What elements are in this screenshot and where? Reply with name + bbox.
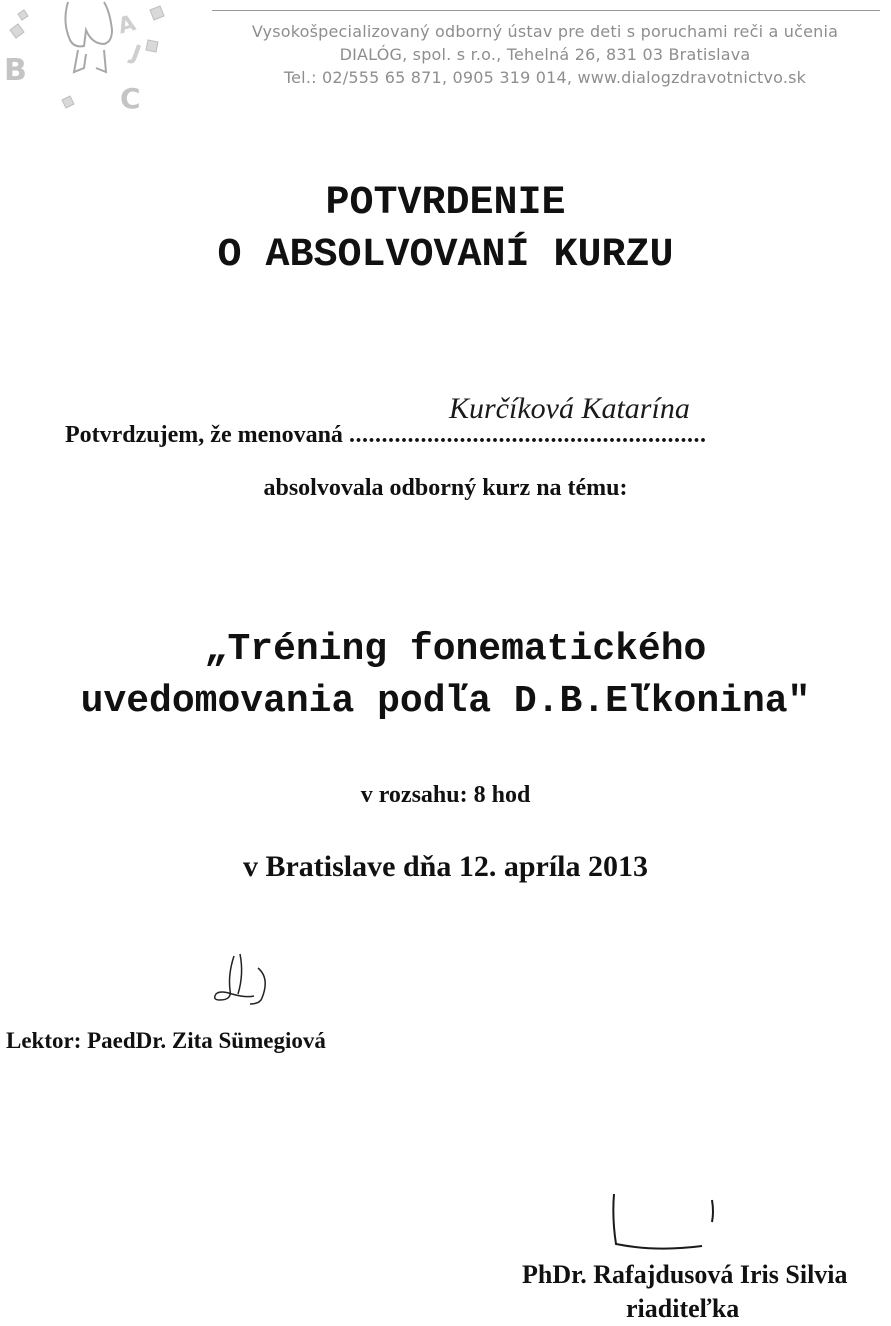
logo-letter-c: C [120,82,141,115]
place-and-date: v Bratislave dňa 12. apríla 2013 [242,850,648,883]
confirmation-line [65,422,706,449]
lecturer: Lektor: PaedDr. Zita Sümegiová [6,1028,326,1053]
course-title-line2: uvedomovania podľa D.B.Eľkonina" [80,680,811,723]
header-rule [212,10,880,11]
institution-address: DIALÓG, spol. s r.o., Tehelná 26, 831 03 Bratislava [339,45,751,64]
logo-letter-b: B [4,53,27,88]
institution-header [200,20,890,89]
course-scope: v rozsahu: 8 hod [360,782,531,808]
institution-name: Vysokošpecializovaný odborný ústav pre deti s poruchami reči a učenia [251,22,839,41]
confirmation-prefix: Potvrdzujem, že menovaná [65,422,349,448]
logo-letter-a: A [115,11,139,40]
document-title: POTVRDENIE [325,181,566,226]
document-subtitle: O ABSOLVOVANÍ KURZU [217,233,674,278]
completed-text: absolvovala odborný kurz na tému: [263,475,628,501]
course-title-line1: „Tréning fonematického [204,628,707,671]
dialog-logo [0,0,170,120]
director-role: riaditeľka [626,1294,740,1323]
name-dotted-line: ....................................................... [348,422,707,448]
participant-name: Kurčíková Katarína [449,392,690,425]
lecturer-signature [208,950,278,1012]
institution-contact: Tel.: 02/555 65 871, 0905 319 014, www.dialogzdravotnictvo.sk [283,68,807,87]
logo-letter-j: J [127,40,144,68]
director-signature [600,1186,725,1256]
director-name: PhDr. Rafajdusová Iris Silvia [522,1260,848,1289]
